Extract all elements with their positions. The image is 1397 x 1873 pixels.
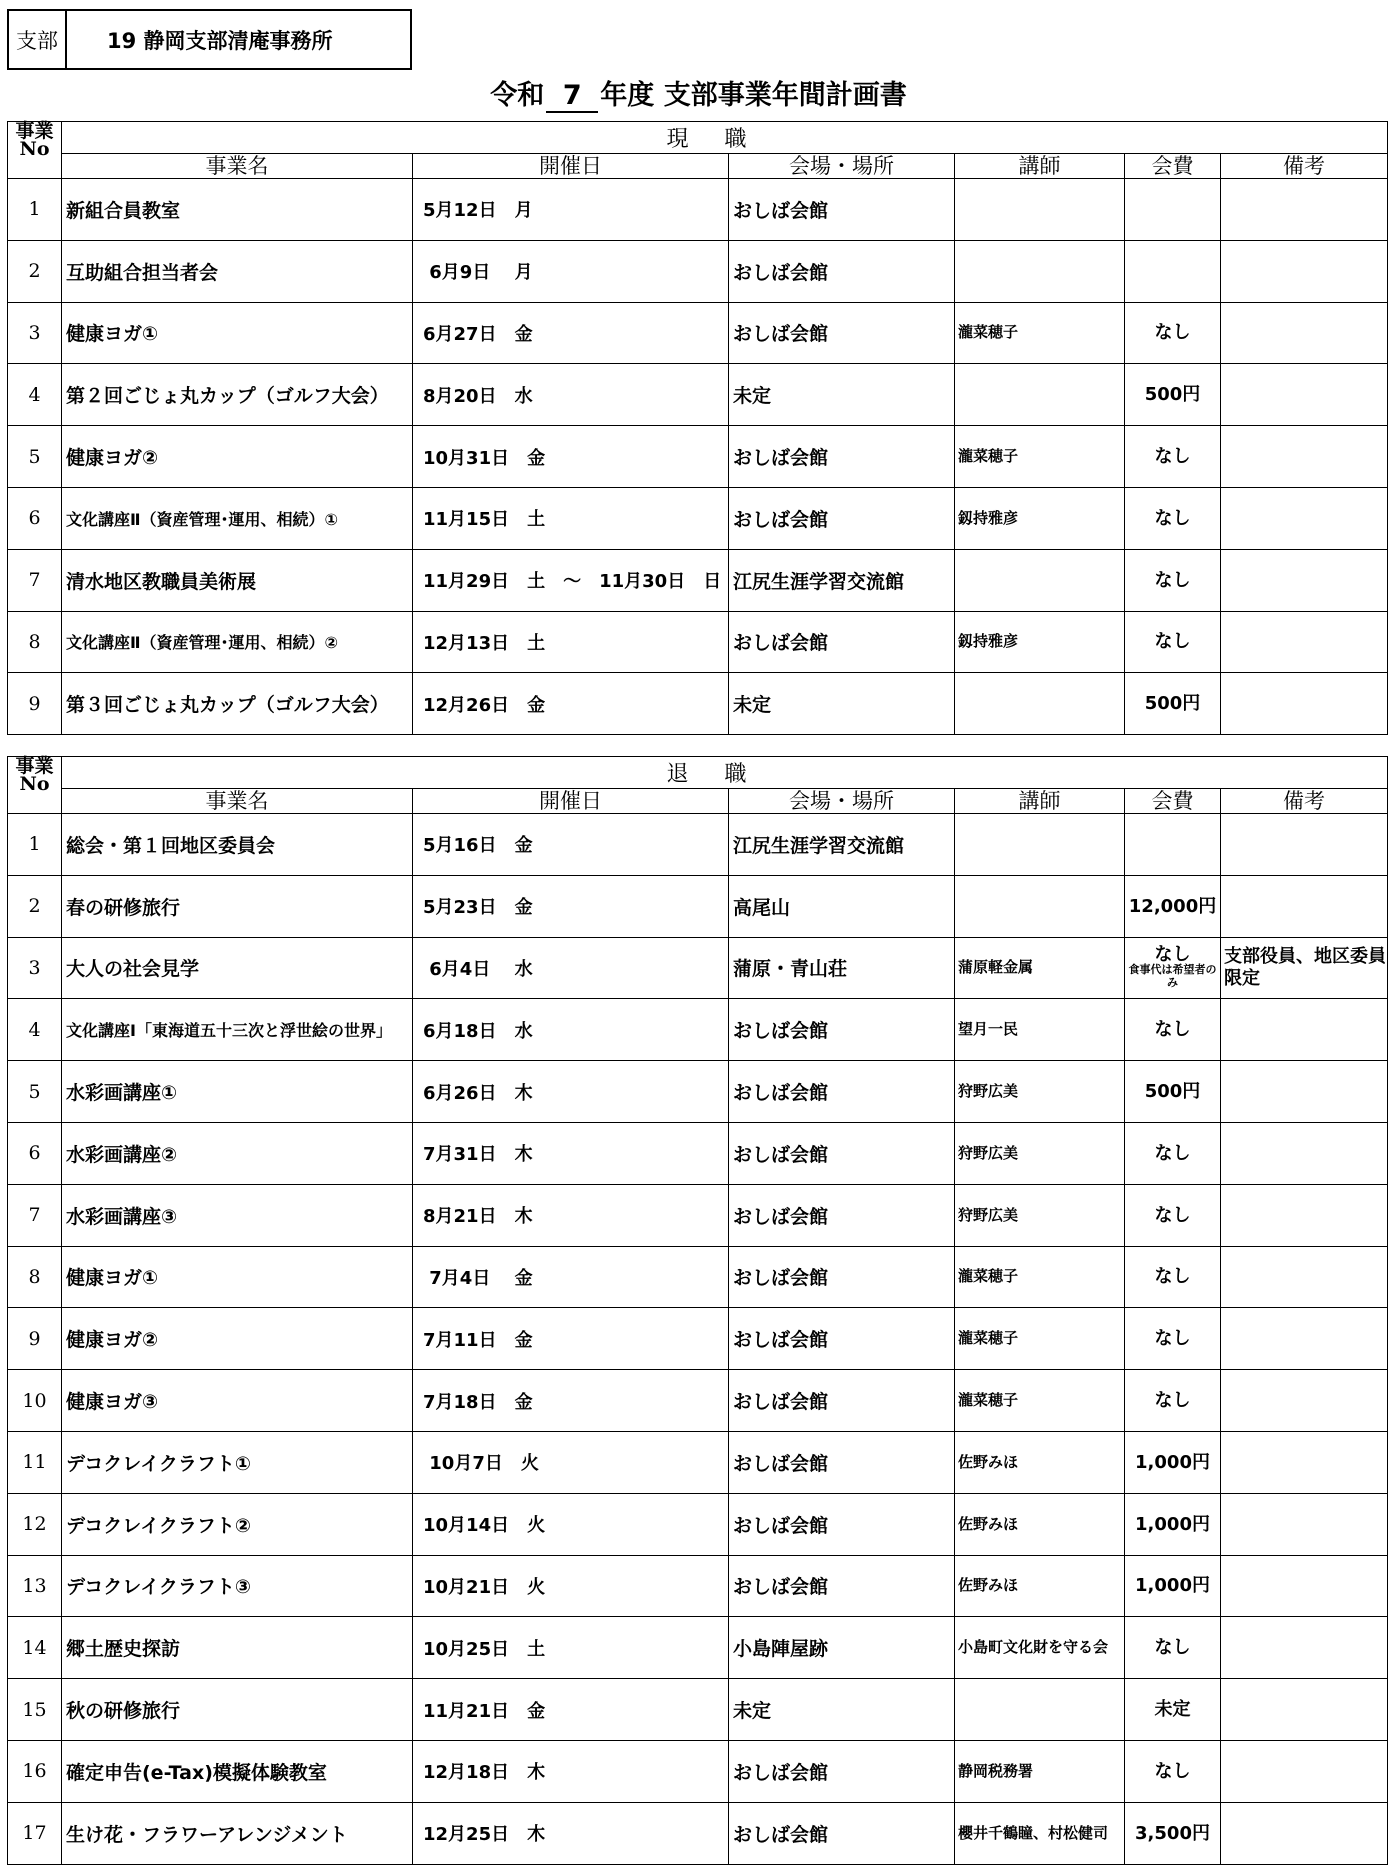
row-number: 1	[8, 814, 62, 876]
row-number: 5	[8, 1061, 62, 1123]
event-lecturer: 狩野広美	[955, 1184, 1125, 1246]
event-fee	[1125, 1679, 1221, 1741]
event-lecturer: 瀧菜穂子	[955, 1308, 1125, 1370]
row-number: 7	[8, 1184, 62, 1246]
table-row	[8, 179, 1388, 241]
col-header-name: 事業名	[62, 154, 413, 179]
event-venue: おしば会館	[729, 1061, 955, 1123]
event-fee	[1125, 426, 1221, 488]
row-number: 12	[8, 1493, 62, 1555]
event-date: 7月4日 金	[413, 1246, 729, 1308]
event-remarks	[1221, 1555, 1388, 1617]
fee-value: 1,000円	[1135, 1451, 1210, 1473]
event-date: 12月25日 木	[413, 1802, 729, 1864]
fee-value: なし	[1154, 1266, 1191, 1288]
col-header-fee: 会費	[1125, 789, 1221, 814]
event-fee	[1125, 1061, 1221, 1123]
col-header-date: 開催日	[413, 154, 729, 179]
no-header-line1: 事業	[15, 755, 54, 777]
event-name: デコクレイクラフト②	[62, 1493, 413, 1555]
table-row	[8, 487, 1388, 549]
event-fee	[1125, 302, 1221, 364]
event-remarks	[1221, 999, 1388, 1061]
col-header-fee: 会費	[1125, 154, 1221, 179]
event-date: 10月21日 火	[413, 1555, 729, 1617]
row-number: 3	[8, 302, 62, 364]
event-date: 5月12日 月	[413, 179, 729, 241]
retired-staff-table	[7, 756, 1388, 1865]
event-name: 健康ヨガ②	[62, 426, 413, 488]
event-fee	[1125, 1122, 1221, 1184]
event-name: 秋の研修旅行	[62, 1679, 413, 1741]
fee-value: 500円	[1144, 1081, 1201, 1103]
event-remarks	[1221, 364, 1388, 426]
col-header-venue: 会場・場所	[729, 154, 955, 179]
event-date: 12月18日 木	[413, 1740, 729, 1802]
table-row	[8, 1555, 1388, 1617]
col-header-date: 開催日	[413, 789, 729, 814]
no-header-line2: No	[19, 138, 50, 160]
event-name: 健康ヨガ③	[62, 1370, 413, 1432]
row-number: 10	[8, 1370, 62, 1432]
event-venue: 蒲原・青山荘	[729, 937, 955, 999]
event-venue: おしば会館	[729, 1370, 955, 1432]
event-name: 互助組合担当者会	[62, 240, 413, 302]
fee-value: なし	[1154, 1760, 1191, 1782]
event-name: 健康ヨガ②	[62, 1308, 413, 1370]
fee-value: なし	[1154, 322, 1191, 344]
fee-value: なし	[1154, 507, 1191, 529]
event-lecturer	[955, 179, 1125, 241]
event-lecturer: 佐野みほ	[955, 1431, 1125, 1493]
event-lecturer: 静岡税務署	[955, 1740, 1125, 1802]
fee-value: 12,000円	[1128, 895, 1217, 917]
event-remarks	[1221, 1370, 1388, 1432]
fee-value: なし	[1154, 1204, 1191, 1226]
event-fee	[1125, 937, 1221, 999]
event-date: 6月9日 月	[413, 240, 729, 302]
row-number: 13	[8, 1555, 62, 1617]
event-venue: おしば会館	[729, 611, 955, 673]
table-row	[8, 814, 1388, 876]
event-remarks	[1221, 673, 1388, 735]
no-column-header	[8, 122, 62, 179]
fee-value: 500円	[1144, 384, 1201, 406]
table-row	[8, 673, 1388, 735]
event-name: 生け花・フラワーアレンジメント	[62, 1802, 413, 1864]
table-row	[8, 875, 1388, 937]
event-fee	[1125, 1617, 1221, 1679]
event-remarks	[1221, 1493, 1388, 1555]
col-header-name: 事業名	[62, 789, 413, 814]
table-row	[8, 1740, 1388, 1802]
event-lecturer: 佐野みほ	[955, 1493, 1125, 1555]
event-fee	[1125, 1184, 1221, 1246]
event-lecturer: 釼持雅彦	[955, 611, 1125, 673]
event-lecturer	[955, 673, 1125, 735]
branch-box	[7, 9, 412, 70]
fee-value: 500円	[1144, 693, 1201, 715]
event-remarks	[1221, 1246, 1388, 1308]
event-name: 健康ヨガ①	[62, 1246, 413, 1308]
table-row	[8, 549, 1388, 611]
table-row	[8, 426, 1388, 488]
event-date: 10月25日 土	[413, 1617, 729, 1679]
event-remarks	[1221, 1679, 1388, 1741]
event-lecturer: 望月一民	[955, 999, 1125, 1061]
event-remarks	[1221, 1184, 1388, 1246]
event-remarks	[1221, 1061, 1388, 1123]
event-fee	[1125, 611, 1221, 673]
event-venue: おしば会館	[729, 1184, 955, 1246]
event-name: 第２回ごじょ丸カップ（ゴルフ大会）	[62, 364, 413, 426]
row-number: 2	[8, 875, 62, 937]
event-date: 6月26日 木	[413, 1061, 729, 1123]
fee-value: なし	[1154, 1142, 1191, 1164]
no-header-line1: 事業	[15, 120, 54, 142]
event-remarks	[1221, 179, 1388, 241]
section-title-current: 現職	[62, 122, 1388, 154]
branch-name: 19 静岡支部清庵事務所	[107, 28, 333, 53]
event-fee	[1125, 1493, 1221, 1555]
event-lecturer: 小島町文化財を守る会	[955, 1617, 1125, 1679]
table-row	[8, 1617, 1388, 1679]
fee-value: なし	[1154, 1019, 1191, 1041]
event-remarks	[1221, 302, 1388, 364]
event-venue: 小島陣屋跡	[729, 1617, 955, 1679]
row-number: 6	[8, 487, 62, 549]
event-venue: おしば会館	[729, 1555, 955, 1617]
event-date: 6月4日 水	[413, 937, 729, 999]
event-fee	[1125, 673, 1221, 735]
event-name: 水彩画講座②	[62, 1122, 413, 1184]
event-date: 8月21日 木	[413, 1184, 729, 1246]
event-fee	[1125, 875, 1221, 937]
event-venue: おしば会館	[729, 1122, 955, 1184]
fee-value: 1,000円	[1135, 1513, 1210, 1535]
event-venue: 未定	[729, 673, 955, 735]
row-number: 1	[8, 179, 62, 241]
event-venue: おしば会館	[729, 1308, 955, 1370]
event-lecturer	[955, 240, 1125, 302]
event-date: 6月18日 水	[413, 999, 729, 1061]
table-row	[8, 1679, 1388, 1741]
fee-value: なし	[1154, 1328, 1191, 1350]
event-name: 新組合員教室	[62, 179, 413, 241]
event-date: 7月11日 金	[413, 1308, 729, 1370]
event-lecturer: 瀧菜穂子	[955, 1370, 1125, 1432]
branch-label: 支部	[9, 11, 67, 68]
event-remarks	[1221, 1431, 1388, 1493]
event-lecturer: 瀧菜穂子	[955, 1246, 1125, 1308]
event-venue: おしば会館	[729, 1431, 955, 1493]
title-prefix: 令和	[490, 80, 545, 111]
row-number: 8	[8, 1246, 62, 1308]
event-remarks	[1221, 1617, 1388, 1679]
event-name: 水彩画講座③	[62, 1184, 413, 1246]
col-header-remarks: 備考	[1221, 154, 1388, 179]
col-header-lecturer: 講師	[955, 154, 1125, 179]
event-lecturer: 瀧菜穂子	[955, 302, 1125, 364]
col-header-remarks: 備考	[1221, 789, 1388, 814]
row-number: 15	[8, 1679, 62, 1741]
event-fee	[1125, 1740, 1221, 1802]
event-date: 10月7日 火	[413, 1431, 729, 1493]
event-date: 7月18日 金	[413, 1370, 729, 1432]
event-remarks	[1221, 1122, 1388, 1184]
event-venue: おしば会館	[729, 487, 955, 549]
fee-value: なし	[1154, 1637, 1191, 1659]
table-row	[8, 364, 1388, 426]
event-fee	[1125, 1431, 1221, 1493]
table-row	[8, 1493, 1388, 1555]
event-venue: おしば会館	[729, 240, 955, 302]
event-venue: おしば会館	[729, 1246, 955, 1308]
row-number: 6	[8, 1122, 62, 1184]
event-remarks	[1221, 240, 1388, 302]
event-remarks	[1221, 1308, 1388, 1370]
event-date: 8月20日 水	[413, 364, 729, 426]
event-name: 文化講座Ⅰ「東海道五十三次と浮世絵の世界」	[62, 999, 413, 1061]
event-date: 11月29日 土 ～ 11月30日 日	[413, 549, 729, 611]
title-year: 7	[546, 81, 598, 113]
page-title	[0, 76, 1397, 116]
table-row	[8, 1122, 1388, 1184]
event-name: 春の研修旅行	[62, 875, 413, 937]
fee-value: なし	[1154, 944, 1191, 966]
table-row	[8, 1802, 1388, 1864]
event-venue: おしば会館	[729, 999, 955, 1061]
event-venue: 高尾山	[729, 875, 955, 937]
event-name: 文化講座Ⅱ（資産管理･運用、相続）②	[62, 611, 413, 673]
table-row	[8, 1246, 1388, 1308]
event-date: 11月21日 金	[413, 1679, 729, 1741]
event-remarks	[1221, 875, 1388, 937]
table-row	[8, 611, 1388, 673]
table-row	[8, 937, 1388, 999]
event-fee	[1125, 1246, 1221, 1308]
event-fee	[1125, 179, 1221, 241]
event-venue: おしば会館	[729, 179, 955, 241]
event-lecturer	[955, 875, 1125, 937]
row-number: 7	[8, 549, 62, 611]
row-number: 4	[8, 364, 62, 426]
event-remarks	[1221, 1740, 1388, 1802]
event-lecturer	[955, 364, 1125, 426]
event-date: 10月14日 火	[413, 1493, 729, 1555]
col-header-venue: 会場・場所	[729, 789, 955, 814]
event-fee	[1125, 1308, 1221, 1370]
event-venue: 未定	[729, 1679, 955, 1741]
row-number: 2	[8, 240, 62, 302]
row-number: 3	[8, 937, 62, 999]
table-row	[8, 1308, 1388, 1370]
row-number: 5	[8, 426, 62, 488]
fee-value: なし	[1154, 569, 1191, 591]
row-number: 16	[8, 1740, 62, 1802]
event-venue: おしば会館	[729, 426, 955, 488]
event-fee	[1125, 1370, 1221, 1432]
event-fee	[1125, 1802, 1221, 1864]
section-title-retired: 退職	[62, 757, 1388, 789]
event-name: 第３回ごじょ丸カップ（ゴルフ大会）	[62, 673, 413, 735]
event-remarks	[1221, 549, 1388, 611]
event-fee	[1125, 999, 1221, 1061]
event-lecturer: 佐野みほ	[955, 1555, 1125, 1617]
fee-value: なし	[1154, 446, 1191, 468]
fee-value: 1,000円	[1135, 1575, 1210, 1597]
table-row	[8, 999, 1388, 1061]
event-lecturer: 狩野広美	[955, 1061, 1125, 1123]
event-fee	[1125, 1555, 1221, 1617]
event-lecturer	[955, 814, 1125, 876]
fee-value: 3,500円	[1135, 1822, 1210, 1844]
event-date: 11月15日 土	[413, 487, 729, 549]
event-name: 健康ヨガ①	[62, 302, 413, 364]
fee-value: 未定	[1154, 1699, 1191, 1721]
table-row	[8, 1370, 1388, 1432]
row-number: 14	[8, 1617, 62, 1679]
event-name: 文化講座Ⅱ（資産管理･運用、相続）①	[62, 487, 413, 549]
event-lecturer: 蒲原軽金属	[955, 937, 1125, 999]
event-remarks	[1221, 611, 1388, 673]
table-row	[8, 1061, 1388, 1123]
event-remarks	[1221, 487, 1388, 549]
event-fee	[1125, 364, 1221, 426]
title-suffix: 年度 支部事業年間計画書	[600, 80, 907, 111]
event-venue: おしば会館	[729, 302, 955, 364]
event-fee	[1125, 240, 1221, 302]
event-fee	[1125, 549, 1221, 611]
table-row	[8, 302, 1388, 364]
event-name: 大人の社会見学	[62, 937, 413, 999]
event-name: デコクレイクラフト③	[62, 1555, 413, 1617]
event-date: 12月26日 金	[413, 673, 729, 735]
event-date: 5月23日 金	[413, 875, 729, 937]
event-venue: 未定	[729, 364, 955, 426]
fee-value: なし	[1154, 631, 1191, 653]
event-venue: おしば会館	[729, 1493, 955, 1555]
event-fee	[1125, 814, 1221, 876]
row-number: 8	[8, 611, 62, 673]
event-lecturer	[955, 549, 1125, 611]
event-name: デコクレイクラフト①	[62, 1431, 413, 1493]
current-staff-table	[7, 121, 1388, 735]
row-number: 11	[8, 1431, 62, 1493]
table-row	[8, 1184, 1388, 1246]
event-date: 12月13日 土	[413, 611, 729, 673]
row-number: 9	[8, 1308, 62, 1370]
event-lecturer	[955, 1679, 1125, 1741]
event-name: 総会・第１回地区委員会	[62, 814, 413, 876]
event-lecturer: 狩野広美	[955, 1122, 1125, 1184]
fee-note: 食事代は希望者のみ	[1128, 963, 1217, 990]
event-remarks	[1221, 426, 1388, 488]
event-lecturer: 釼持雅彦	[955, 487, 1125, 549]
event-venue: 江尻生涯学習交流館	[729, 549, 955, 611]
event-remarks	[1221, 1802, 1388, 1864]
no-column-header	[8, 757, 62, 814]
event-name: 水彩画講座①	[62, 1061, 413, 1123]
row-number: 4	[8, 999, 62, 1061]
table-row	[8, 1431, 1388, 1493]
event-remarks	[1221, 814, 1388, 876]
event-lecturer: 瀧菜穂子	[955, 426, 1125, 488]
event-venue: おしば会館	[729, 1740, 955, 1802]
event-venue: おしば会館	[729, 1802, 955, 1864]
event-date: 10月31日 金	[413, 426, 729, 488]
row-number: 17	[8, 1802, 62, 1864]
no-header-line2: No	[19, 773, 50, 795]
event-name: 確定申告(e-Tax)模擬体験教室	[62, 1740, 413, 1802]
fee-value: なし	[1154, 1390, 1191, 1412]
event-date: 6月27日 金	[413, 302, 729, 364]
table-row	[8, 240, 1388, 302]
event-venue: 江尻生涯学習交流館	[729, 814, 955, 876]
event-remarks: 支部役員、地区委員限定	[1221, 937, 1388, 999]
event-date: 7月31日 木	[413, 1122, 729, 1184]
event-fee	[1125, 487, 1221, 549]
event-name: 郷土歴史探訪	[62, 1617, 413, 1679]
event-date: 5月16日 金	[413, 814, 729, 876]
row-number: 9	[8, 673, 62, 735]
col-header-lecturer: 講師	[955, 789, 1125, 814]
event-name: 清水地区教職員美術展	[62, 549, 413, 611]
event-lecturer: 櫻井千鶴瞳、村松健司	[955, 1802, 1125, 1864]
